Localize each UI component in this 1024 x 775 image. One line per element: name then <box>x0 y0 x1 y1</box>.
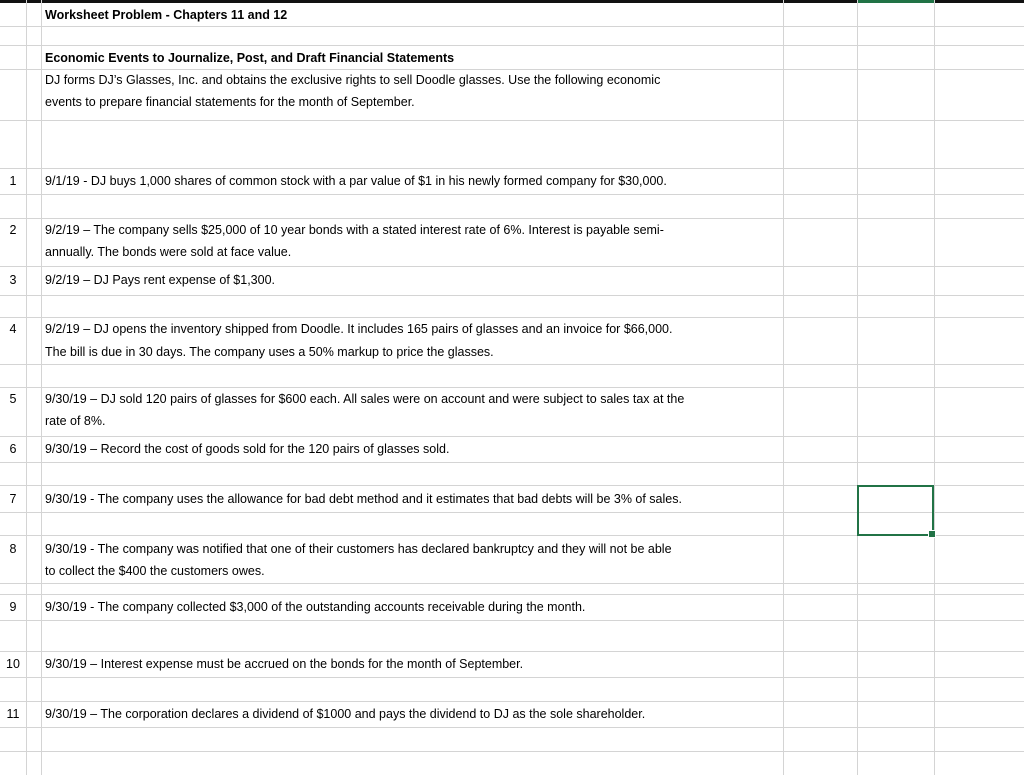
grid-line <box>0 701 1024 702</box>
event-text[interactable]: 9/2/19 – The company sells $25,000 of 10 year bonds with a stated interest rate of 6%. Interest is payable semi- <box>45 223 664 237</box>
event-number: 8 <box>9 542 17 556</box>
grid-line <box>0 364 1024 365</box>
grid-line <box>0 168 1024 169</box>
grid-line <box>0 295 1024 296</box>
event-text[interactable]: 9/30/19 - The company collected $3,000 of the outstanding accounts receivable during the month. <box>45 600 586 614</box>
selected-column-indicator <box>857 0 934 3</box>
grid-line <box>0 751 1024 752</box>
event-text[interactable]: 9/30/19 – Interest expense must be accrued on the bonds for the month of September. <box>45 657 524 671</box>
event-text[interactable]: 9/2/19 – DJ Pays rent expense of $1,300. <box>45 273 276 287</box>
selected-cell[interactable] <box>857 485 934 536</box>
event-text-continued[interactable]: annually. The bonds were sold at face value. <box>45 245 292 259</box>
grid-line <box>0 594 1024 595</box>
event-text[interactable]: 9/30/19 – Record the cost of goods sold for the 120 pairs of glasses sold. <box>45 442 450 456</box>
event-text[interactable]: 9/1/19 - DJ buys 1,000 shares of common stock with a par value of $1 in his newly formed company for $30,000. <box>45 174 667 188</box>
event-text[interactable]: 9/30/19 – DJ sold 120 pairs of glasses for $600 each. All sales were on account and were subject to sales tax at the <box>45 392 685 406</box>
event-number: 6 <box>9 442 17 456</box>
event-number: 4 <box>9 322 17 336</box>
intro-heading[interactable]: Economic Events to Journalize, Post, and Draft Financial Statements <box>45 51 455 65</box>
event-number: 2 <box>9 223 17 237</box>
event-text-continued[interactable]: rate of 8%. <box>45 414 106 428</box>
event-text[interactable]: 9/2/19 – DJ opens the inventory shipped from Doodle. It includes 165 pairs of glasses and an invoice for $66,000. <box>45 322 673 336</box>
event-number: 9 <box>9 600 17 614</box>
grid-line <box>0 727 1024 728</box>
event-text-continued[interactable]: The bill is due in 30 days. The company uses a 50% markup to price the glasses. <box>45 345 494 359</box>
grid-line <box>0 194 1024 195</box>
event-text[interactable]: 9/30/19 - The company uses the allowance for bad debt method and it estimates that bad debts will be 3% of sales. <box>45 492 682 506</box>
grid-line <box>0 45 1024 46</box>
event-number: 1 <box>9 174 17 188</box>
grid-line <box>0 677 1024 678</box>
grid-line <box>0 583 1024 584</box>
grid-line <box>0 620 1024 621</box>
event-text[interactable]: 9/30/19 – The corporation declares a dividend of $1000 and pays the dividend to DJ as the sole shareholder. <box>45 707 646 721</box>
grid-line <box>0 26 1024 27</box>
event-number: 5 <box>9 392 17 406</box>
grid-line <box>0 462 1024 463</box>
event-number: 11 <box>6 707 20 721</box>
intro-line-2[interactable]: events to prepare financial statements for the month of September. <box>45 95 415 109</box>
grid-line <box>0 120 1024 121</box>
event-number: 10 <box>6 657 20 671</box>
event-text-continued[interactable]: to collect the $400 the customers owes. <box>45 564 265 578</box>
intro-line-1[interactable]: DJ forms DJ’s Glasses, Inc. and obtains the exclusive rights to sell Doodle glasses. Use the following economic <box>45 73 661 87</box>
grid-line <box>0 651 1024 652</box>
fill-handle[interactable] <box>928 530 936 538</box>
event-number: 3 <box>9 273 17 287</box>
event-number: 7 <box>9 492 17 506</box>
grid-line <box>0 436 1024 437</box>
event-text[interactable]: 9/30/19 - The company was notified that one of their customers has declared bankruptcy and they will not be able <box>45 542 672 556</box>
grid-line <box>0 266 1024 267</box>
worksheet-title[interactable]: Worksheet Problem - Chapters 11 and 12 <box>45 8 288 22</box>
